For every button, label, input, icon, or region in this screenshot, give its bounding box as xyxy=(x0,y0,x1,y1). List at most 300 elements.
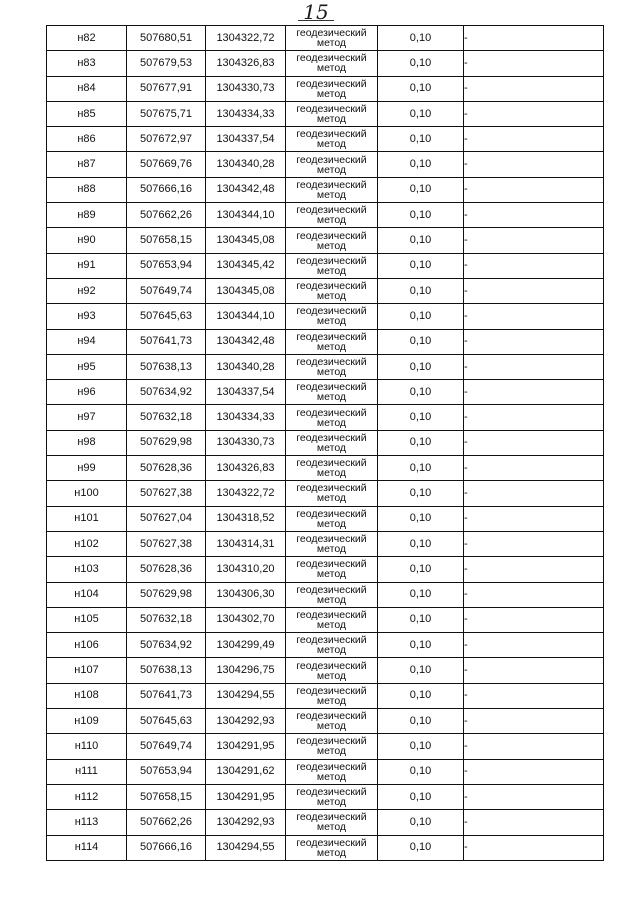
method-line-2: метод xyxy=(316,796,347,809)
accuracy-cell: 0,10 xyxy=(378,405,464,430)
note-cell: - xyxy=(464,658,604,683)
table-row xyxy=(47,683,604,708)
point-name-cell: н86 xyxy=(47,127,127,152)
note-cell: - xyxy=(464,506,604,531)
table-row xyxy=(47,734,604,759)
method-line-1: геодезический xyxy=(296,381,367,394)
accuracy-cell: 0,10 xyxy=(378,456,464,481)
table-row xyxy=(47,329,604,354)
point-name-cell: н84 xyxy=(47,76,127,101)
method-line-1: геодезический xyxy=(296,634,367,647)
method-cell xyxy=(286,633,378,658)
point-name-cell: н102 xyxy=(47,531,127,556)
note-cell: - xyxy=(464,557,604,582)
method-line-1: геодезический xyxy=(296,204,367,217)
point-name-cell: н95 xyxy=(47,354,127,379)
method-cell xyxy=(286,430,378,455)
method-line-2: метод xyxy=(316,618,347,631)
method-line-2: метод xyxy=(316,694,347,707)
method-line-1: геодезический xyxy=(296,431,367,444)
accuracy-cell: 0,10 xyxy=(378,557,464,582)
method-line-2: метод xyxy=(316,62,347,75)
method-cell xyxy=(286,481,378,506)
y-coordinate-cell: 1304344,10 xyxy=(206,203,286,228)
table-row xyxy=(47,26,604,51)
accuracy-cell: 0,10 xyxy=(378,152,464,177)
note-cell: - xyxy=(464,683,604,708)
method-line-1: геодезический xyxy=(296,178,367,191)
y-coordinate-cell: 1304345,08 xyxy=(206,278,286,303)
method-line-2: метод xyxy=(316,37,347,50)
table-row xyxy=(47,658,604,683)
x-coordinate-cell: 507627,04 xyxy=(127,506,206,531)
accuracy-cell: 0,10 xyxy=(378,683,464,708)
method-cell xyxy=(286,557,378,582)
x-coordinate-cell: 507653,94 xyxy=(127,253,206,278)
x-coordinate-cell: 507672,97 xyxy=(127,127,206,152)
y-coordinate-cell: 1304342,48 xyxy=(206,177,286,202)
y-coordinate-cell: 1304296,75 xyxy=(206,658,286,683)
note-cell: - xyxy=(464,152,604,177)
y-coordinate-cell: 1304334,33 xyxy=(206,101,286,126)
y-coordinate-cell: 1304326,83 xyxy=(206,51,286,76)
method-line-1: геодезический xyxy=(296,27,367,40)
y-coordinate-cell: 1304340,28 xyxy=(206,354,286,379)
x-coordinate-cell: 507649,74 xyxy=(127,278,206,303)
y-coordinate-cell: 1304294,55 xyxy=(206,683,286,708)
point-name-cell: н91 xyxy=(47,253,127,278)
x-coordinate-cell: 507628,36 xyxy=(127,557,206,582)
table-row xyxy=(47,784,604,809)
method-line-2: метод xyxy=(316,492,347,505)
point-name-cell: н97 xyxy=(47,405,127,430)
method-line-1: геодезический xyxy=(296,103,367,116)
note-cell: - xyxy=(464,633,604,658)
method-line-2: метод xyxy=(316,214,347,227)
x-coordinate-cell: 507627,38 xyxy=(127,481,206,506)
table-row xyxy=(47,557,604,582)
method-line-1: геодезический xyxy=(296,482,367,495)
y-coordinate-cell: 1304314,31 xyxy=(206,531,286,556)
method-cell xyxy=(286,329,378,354)
note-cell: - xyxy=(464,354,604,379)
x-coordinate-cell: 507638,13 xyxy=(127,658,206,683)
method-cell xyxy=(286,456,378,481)
table-row xyxy=(47,607,604,632)
accuracy-cell: 0,10 xyxy=(378,481,464,506)
method-line-1: геодезический xyxy=(296,356,367,368)
method-cell xyxy=(286,278,378,303)
x-coordinate-cell: 507628,36 xyxy=(127,456,206,481)
method-line-2: метод xyxy=(316,239,347,252)
method-cell xyxy=(286,582,378,607)
table-row xyxy=(47,51,604,76)
method-cell xyxy=(286,26,378,51)
accuracy-cell: 0,10 xyxy=(378,759,464,784)
note-cell: - xyxy=(464,278,604,303)
note-cell: - xyxy=(464,177,604,202)
method-line-2: метод xyxy=(316,391,347,404)
y-coordinate-cell: 1304342,48 xyxy=(206,329,286,354)
y-coordinate-cell: 1304291,95 xyxy=(206,784,286,809)
point-name-cell: н101 xyxy=(47,506,127,531)
method-line-2: метод xyxy=(316,568,347,581)
method-line-1: геодезический xyxy=(296,735,367,748)
y-coordinate-cell: 1304337,54 xyxy=(206,380,286,405)
accuracy-cell: 0,10 xyxy=(378,203,464,228)
accuracy-cell: 0,10 xyxy=(378,380,464,405)
method-line-2: метод xyxy=(316,290,347,303)
note-cell: - xyxy=(464,304,604,329)
method-line-1: геодезический xyxy=(296,786,367,799)
y-coordinate-cell: 1304310,20 xyxy=(206,557,286,582)
point-name-cell: н105 xyxy=(47,607,127,632)
y-coordinate-cell: 1304344,10 xyxy=(206,304,286,329)
x-coordinate-cell: 507677,91 xyxy=(127,76,206,101)
point-name-cell: н83 xyxy=(47,51,127,76)
method-line-2: метод xyxy=(316,163,347,176)
x-coordinate-cell: 507634,92 xyxy=(127,633,206,658)
point-name-cell: н92 xyxy=(47,278,127,303)
method-line-2: метод xyxy=(316,467,347,480)
y-coordinate-cell: 1304326,83 xyxy=(206,456,286,481)
method-line-1: геодезический xyxy=(296,533,367,546)
point-name-cell: н82 xyxy=(47,26,127,51)
method-line-1: геодезический xyxy=(296,507,367,520)
y-coordinate-cell: 1304302,70 xyxy=(206,607,286,632)
method-line-2: метод xyxy=(316,745,347,758)
method-cell xyxy=(286,203,378,228)
note-cell: - xyxy=(464,582,604,607)
table-row xyxy=(47,177,604,202)
point-name-cell: н87 xyxy=(47,152,127,177)
page-number: 15 xyxy=(296,0,336,24)
x-coordinate-cell: 507641,73 xyxy=(127,683,206,708)
method-cell xyxy=(286,759,378,784)
x-coordinate-cell: 507634,92 xyxy=(127,380,206,405)
method-line-1: геодезический xyxy=(296,659,367,672)
table-row xyxy=(47,835,604,860)
note-cell: - xyxy=(464,430,604,455)
point-name-cell: н85 xyxy=(47,101,127,126)
note-cell: - xyxy=(464,531,604,556)
x-coordinate-cell: 507658,15 xyxy=(127,784,206,809)
point-name-cell: н106 xyxy=(47,633,127,658)
method-line-2: метод xyxy=(316,593,347,606)
method-cell xyxy=(286,177,378,202)
table-row xyxy=(47,531,604,556)
note-cell: - xyxy=(464,607,604,632)
table-row xyxy=(47,304,604,329)
x-coordinate-cell: 507638,13 xyxy=(127,354,206,379)
x-coordinate-cell: 507645,63 xyxy=(127,709,206,734)
method-line-1: геодезический xyxy=(296,153,367,166)
accuracy-cell: 0,10 xyxy=(378,430,464,455)
point-name-cell: н100 xyxy=(47,481,127,506)
y-coordinate-cell: 1304337,54 xyxy=(206,127,286,152)
table-row xyxy=(47,253,604,278)
note-cell: - xyxy=(464,203,604,228)
accuracy-cell: 0,10 xyxy=(378,784,464,809)
x-coordinate-cell: 507645,63 xyxy=(127,304,206,329)
accuracy-cell: 0,10 xyxy=(378,835,464,860)
method-line-2: метод xyxy=(316,366,347,378)
table-row xyxy=(47,228,604,253)
x-coordinate-cell: 507666,16 xyxy=(127,177,206,202)
table-row xyxy=(47,203,604,228)
y-coordinate-cell: 1304330,73 xyxy=(206,76,286,101)
method-line-2: метод xyxy=(316,720,347,733)
accuracy-cell: 0,10 xyxy=(378,127,464,152)
table-row xyxy=(47,506,604,531)
accuracy-cell: 0,10 xyxy=(378,633,464,658)
point-name-cell: н108 xyxy=(47,683,127,708)
point-name-cell: н111 xyxy=(47,759,127,784)
x-coordinate-cell: 507666,16 xyxy=(127,835,206,860)
x-coordinate-cell: 507675,71 xyxy=(127,101,206,126)
note-cell: - xyxy=(464,784,604,809)
method-line-2: метод xyxy=(316,87,347,100)
table-row xyxy=(47,354,604,379)
method-cell xyxy=(286,51,378,76)
method-cell xyxy=(286,683,378,708)
method-line-1: геодезический xyxy=(296,684,367,697)
point-name-cell: н98 xyxy=(47,430,127,455)
accuracy-cell: 0,10 xyxy=(378,228,464,253)
method-line-1: геодезический xyxy=(296,558,367,571)
method-cell xyxy=(286,658,378,683)
method-line-2: метод xyxy=(316,441,347,454)
y-coordinate-cell: 1304299,49 xyxy=(206,633,286,658)
point-name-cell: н96 xyxy=(47,380,127,405)
table-row xyxy=(47,430,604,455)
method-line-1: геодезический xyxy=(296,836,367,849)
point-name-cell: н110 xyxy=(47,734,127,759)
table-row xyxy=(47,405,604,430)
table-row xyxy=(47,481,604,506)
note-cell: - xyxy=(464,380,604,405)
table-row xyxy=(47,127,604,152)
method-line-1: геодезический xyxy=(296,280,367,293)
method-line-2: метод xyxy=(316,113,347,126)
method-cell xyxy=(286,506,378,531)
table-row xyxy=(47,709,604,734)
accuracy-cell: 0,10 xyxy=(378,329,464,354)
method-cell xyxy=(286,784,378,809)
x-coordinate-cell: 507629,98 xyxy=(127,582,206,607)
point-name-cell: н93 xyxy=(47,304,127,329)
note-cell: - xyxy=(464,456,604,481)
method-line-1: геодезический xyxy=(296,229,367,242)
point-name-cell: н107 xyxy=(47,658,127,683)
accuracy-cell: 0,10 xyxy=(378,658,464,683)
note-cell: - xyxy=(464,101,604,126)
method-cell xyxy=(286,127,378,152)
method-line-1: геодезический xyxy=(296,406,367,419)
method-line-2: метод xyxy=(316,846,347,859)
method-cell xyxy=(286,101,378,126)
coordinates-table xyxy=(46,25,604,861)
method-line-1: геодезический xyxy=(296,254,367,267)
method-cell xyxy=(286,253,378,278)
table-row xyxy=(47,380,604,405)
point-name-cell: н109 xyxy=(47,709,127,734)
note-cell: - xyxy=(464,405,604,430)
method-line-1: геодезический xyxy=(296,760,367,773)
accuracy-cell: 0,10 xyxy=(378,709,464,734)
method-line-2: метод xyxy=(316,315,347,328)
point-name-cell: н99 xyxy=(47,456,127,481)
accuracy-cell: 0,10 xyxy=(378,253,464,278)
note-cell: - xyxy=(464,26,604,51)
point-name-cell: н103 xyxy=(47,557,127,582)
method-cell xyxy=(286,76,378,101)
method-line-2: метод xyxy=(316,188,347,201)
coordinates-table-body xyxy=(47,26,604,861)
note-cell: - xyxy=(464,228,604,253)
method-cell xyxy=(286,607,378,632)
method-line-1: геодезический xyxy=(296,710,367,723)
method-line-1: геодезический xyxy=(296,457,367,470)
method-cell xyxy=(286,734,378,759)
method-cell xyxy=(286,228,378,253)
method-line-2: метод xyxy=(316,416,347,429)
x-coordinate-cell: 507680,51 xyxy=(127,26,206,51)
method-line-1: геодезический xyxy=(296,811,367,824)
table-row xyxy=(47,759,604,784)
table-row xyxy=(47,152,604,177)
method-line-1: геодезический xyxy=(296,128,367,141)
method-line-1: геодезический xyxy=(296,305,367,318)
point-name-cell: н113 xyxy=(47,810,127,835)
table-row xyxy=(47,278,604,303)
note-cell: - xyxy=(464,734,604,759)
method-line-1: геодезический xyxy=(296,52,367,65)
note-cell: - xyxy=(464,253,604,278)
note-cell: - xyxy=(464,835,604,860)
method-cell xyxy=(286,709,378,734)
y-coordinate-cell: 1304322,72 xyxy=(206,26,286,51)
accuracy-cell: 0,10 xyxy=(378,177,464,202)
accuracy-cell: 0,10 xyxy=(378,101,464,126)
table-row xyxy=(47,633,604,658)
point-name-cell: н90 xyxy=(47,228,127,253)
x-coordinate-cell: 507653,94 xyxy=(127,759,206,784)
y-coordinate-cell: 1304292,93 xyxy=(206,810,286,835)
y-coordinate-cell: 1304322,72 xyxy=(206,481,286,506)
accuracy-cell: 0,10 xyxy=(378,304,464,329)
y-coordinate-cell: 1304291,62 xyxy=(206,759,286,784)
method-line-1: геодезический xyxy=(296,608,367,621)
y-coordinate-cell: 1304292,93 xyxy=(206,709,286,734)
method-line-2: метод xyxy=(316,821,347,834)
x-coordinate-cell: 507662,26 xyxy=(127,810,206,835)
table-row xyxy=(47,101,604,126)
accuracy-cell: 0,10 xyxy=(378,278,464,303)
x-coordinate-cell: 507641,73 xyxy=(127,329,206,354)
note-cell: - xyxy=(464,127,604,152)
x-coordinate-cell: 507662,26 xyxy=(127,203,206,228)
method-line-1: геодезический xyxy=(296,583,367,596)
x-coordinate-cell: 507629,98 xyxy=(127,430,206,455)
x-coordinate-cell: 507669,76 xyxy=(127,152,206,177)
y-coordinate-cell: 1304345,42 xyxy=(206,253,286,278)
note-cell: - xyxy=(464,810,604,835)
y-coordinate-cell: 1304334,33 xyxy=(206,405,286,430)
method-cell xyxy=(286,354,378,379)
point-name-cell: н94 xyxy=(47,329,127,354)
method-line-2: метод xyxy=(316,138,347,151)
point-name-cell: н112 xyxy=(47,784,127,809)
point-name-cell: н104 xyxy=(47,582,127,607)
table-row xyxy=(47,582,604,607)
accuracy-cell: 0,10 xyxy=(378,734,464,759)
accuracy-cell: 0,10 xyxy=(378,26,464,51)
method-line-2: метод xyxy=(316,669,347,682)
note-cell: - xyxy=(464,329,604,354)
method-cell xyxy=(286,152,378,177)
accuracy-cell: 0,10 xyxy=(378,506,464,531)
accuracy-cell: 0,10 xyxy=(378,76,464,101)
x-coordinate-cell: 507658,15 xyxy=(127,228,206,253)
method-line-2: метод xyxy=(316,340,347,353)
y-coordinate-cell: 1304345,08 xyxy=(206,228,286,253)
method-line-2: метод xyxy=(316,770,347,783)
accuracy-cell: 0,10 xyxy=(378,354,464,379)
method-line-2: метод xyxy=(316,517,347,530)
method-cell xyxy=(286,405,378,430)
method-line-1: геодезический xyxy=(296,330,367,343)
method-cell xyxy=(286,835,378,860)
x-coordinate-cell: 507632,18 xyxy=(127,405,206,430)
point-name-cell: н88 xyxy=(47,177,127,202)
method-line-2: метод xyxy=(316,543,347,556)
method-line-2: метод xyxy=(316,264,347,277)
method-line-2: метод xyxy=(316,644,347,657)
accuracy-cell: 0,10 xyxy=(378,531,464,556)
x-coordinate-cell: 507649,74 xyxy=(127,734,206,759)
y-coordinate-cell: 1304318,52 xyxy=(206,506,286,531)
accuracy-cell: 0,10 xyxy=(378,582,464,607)
accuracy-cell: 0,10 xyxy=(378,810,464,835)
point-name-cell: н114 xyxy=(47,835,127,860)
method-cell xyxy=(286,531,378,556)
method-cell xyxy=(286,304,378,329)
note-cell: - xyxy=(464,481,604,506)
table-row xyxy=(47,76,604,101)
note-cell: - xyxy=(464,51,604,76)
y-coordinate-cell: 1304306,30 xyxy=(206,582,286,607)
y-coordinate-cell: 1304291,95 xyxy=(206,734,286,759)
accuracy-cell: 0,10 xyxy=(378,607,464,632)
table-row xyxy=(47,810,604,835)
method-line-1: геодезический xyxy=(296,77,367,90)
x-coordinate-cell: 507632,18 xyxy=(127,607,206,632)
x-coordinate-cell: 507679,53 xyxy=(127,51,206,76)
y-coordinate-cell: 1304294,55 xyxy=(206,835,286,860)
accuracy-cell: 0,10 xyxy=(378,51,464,76)
note-cell: - xyxy=(464,709,604,734)
method-cell xyxy=(286,810,378,835)
point-name-cell: н89 xyxy=(47,203,127,228)
table-row xyxy=(47,456,604,481)
y-coordinate-cell: 1304340,28 xyxy=(206,152,286,177)
note-cell: - xyxy=(464,759,604,784)
note-cell: - xyxy=(464,76,604,101)
method-cell xyxy=(286,380,378,405)
x-coordinate-cell: 507627,38 xyxy=(127,531,206,556)
y-coordinate-cell: 1304330,73 xyxy=(206,430,286,455)
